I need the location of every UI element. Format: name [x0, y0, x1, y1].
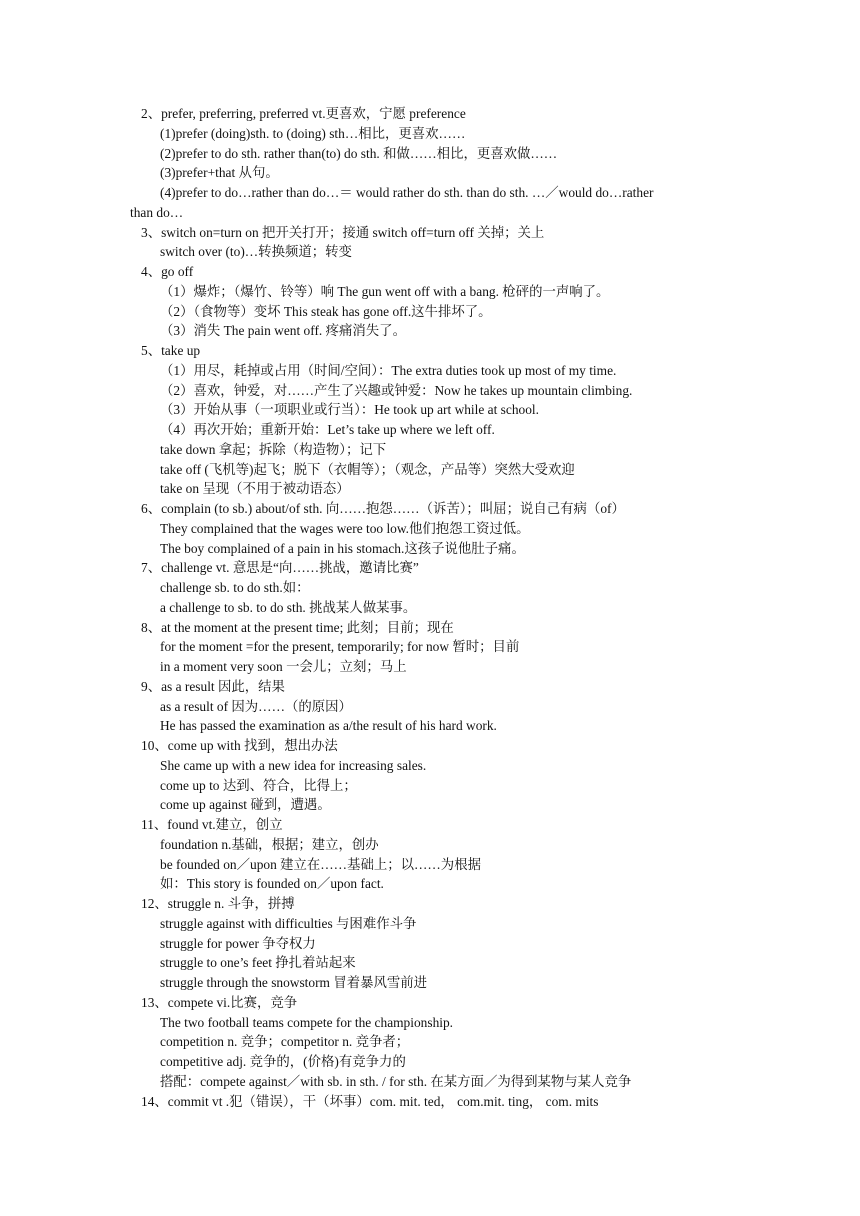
text-line: 14、commit vt .犯（错误），干（坏事）com. mit. ted， com.mit. ting， com. mits: [141, 1093, 599, 1109]
text-line: 12、struggle n. 斗争，拼搏: [141, 896, 295, 911]
text-line: He has passed the examination as a/the result of his hard work.: [160, 718, 497, 734]
text-line: for the moment =for the present, temporarily; for now 暂时；目前: [160, 639, 520, 655]
text-line: 7、challenge vt. 意思是“向……挑战，邀请比赛”: [141, 560, 419, 576]
text-line: 8、at the moment at the present time; 此刻；目前；现在: [141, 619, 454, 635]
text-line: （2）（食物等）变坏 This steak has gone off.这牛排坏了。: [160, 303, 492, 319]
text-line: 如：This story is founded on／upon fact.: [160, 876, 384, 892]
text-line: （1）爆炸；（爆竹、铃等）响 The gun went off with a bang. 枪砰的一声响了。: [160, 283, 610, 299]
text-line: They complained that the wages were too low.他们抱怨工资过低。: [160, 520, 530, 536]
text-line: take down 拿起；拆除（构造物）；记下: [160, 441, 387, 457]
text-line: than do…: [130, 204, 184, 220]
text-line: competition n. 竞争；competitor n. 竞争者；: [160, 1034, 410, 1050]
text-line: struggle for power 争夺权力: [160, 935, 316, 951]
text-line: （4）再次开始；重新开始：Let’s take up where we left off.: [160, 422, 495, 437]
text-line: take off (飞机等)起飞；脱下（衣帽等）；（观念，产品等）突然大受欢迎: [160, 461, 575, 477]
text-line: a challenge to sb. to do sth. 挑战某人做某事。: [160, 599, 417, 615]
text-line: come up against 碰到，遭遇。: [160, 797, 331, 813]
text-line: 搭配：compete against／with sb. in sth. / for sth. 在某方面／为得到某物与某人竞争: [160, 1073, 632, 1089]
text-line: 2、prefer, preferring, preferred vt.更喜欢，宁愿 preference: [141, 106, 466, 121]
text-line: foundation n.基础，根据；建立，创办: [160, 836, 379, 852]
text-line: in a moment very soon 一会儿；立刻；马上: [160, 659, 407, 674]
text-line: （2）喜欢，钟爱，对……产生了兴趣或钟爱：Now he takes up mountain climbing.: [160, 382, 633, 398]
document-body: [0, 104, 860, 1111]
text-line: switch over (to)…转换频道；转变: [160, 244, 352, 260]
text-line: 11、found vt.建立，创立: [141, 817, 283, 832]
text-line: (1)prefer (doing)sth. to (doing) sth…相比，更喜欢……: [160, 125, 466, 141]
text-line: struggle to one’s feet 挣扎着站起来: [160, 955, 356, 971]
text-line: 6、complain (to sb.) about/of sth. 向……抱怨……（诉苦）；叫屈；说自己有病（of）: [141, 501, 625, 516]
text-line: 4、go off: [141, 264, 194, 279]
text-line: (4)prefer to do…rather than do…＝ would rather do sth. than do sth. …／would do…rather: [160, 185, 654, 200]
text-line: （3）开始从事（一项职业或行当）：He took up art while at school.: [160, 402, 539, 418]
text-line: 13、compete vi.比赛，竞争: [141, 994, 298, 1010]
text-line: challenge sb. to do sth.如：: [160, 580, 310, 595]
text-line: (3)prefer+that 从句。: [160, 165, 279, 181]
text-line: The boy complained of a pain in his stomach.这孩子说他肚子痛。: [160, 540, 525, 556]
text-line: take on 呈现（不用于被动语态）: [160, 481, 350, 497]
text-line: be founded on／upon 建立在……基础上；以……为根据: [160, 856, 481, 872]
text-line: 9、as a result 因此，结果: [141, 678, 285, 694]
text-line: 10、come up with 找到，想出办法: [141, 738, 338, 753]
text-line: 3、switch on=turn on 把开关打开；接通 switch off=turn off 关掉；关上: [141, 224, 545, 240]
text-line: (2)prefer to do sth. rather than(to) do sth. 和做……相比，更喜欢做……: [160, 145, 558, 161]
text-line: She came up with a new idea for increasing sales.: [160, 757, 427, 773]
text-line: competitive adj. 竞争的，(价格)有竞争力的: [160, 1054, 406, 1069]
text-line: The two football teams compete for the championship.: [160, 1014, 454, 1030]
text-line: come up to 达到、符合，比得上；: [160, 777, 357, 793]
text-line: struggle through the snowstorm 冒着暴风雪前进: [160, 975, 428, 990]
text-line: 5、take up: [141, 343, 201, 358]
text-line: struggle against with difficulties 与困难作斗争: [160, 915, 417, 931]
text-line: as a result of 因为……（的原因）: [160, 698, 352, 714]
text-line: （1）用尽，耗掉或占用（时间/空间）：The extra duties took up most of my time.: [160, 362, 617, 378]
text-line: （3）消失 The pain went off. 疼痛消失了。: [160, 323, 406, 339]
